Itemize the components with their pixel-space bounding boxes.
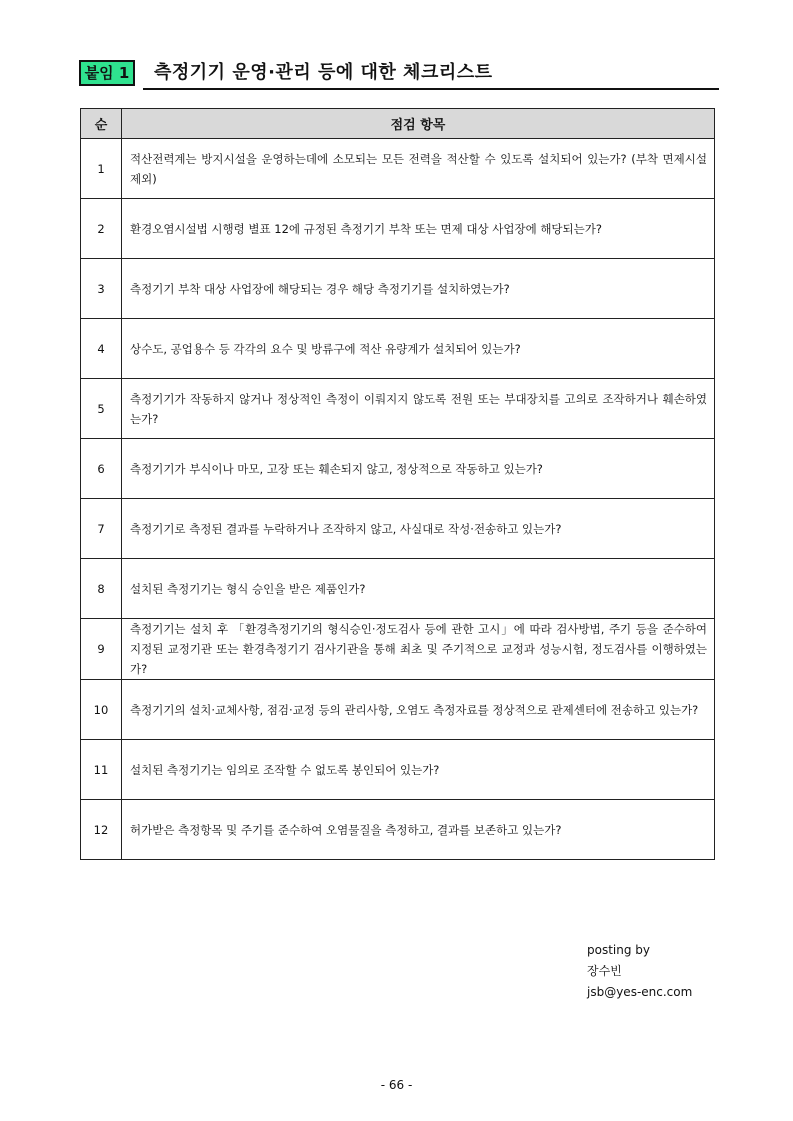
checklist-table	[80, 108, 715, 860]
row-number: 2	[81, 199, 122, 259]
table-row	[81, 740, 715, 800]
row-number: 6	[81, 439, 122, 499]
row-number: 12	[81, 800, 122, 860]
row-number: 11	[81, 740, 122, 800]
document-title: 측정기기 운영·관리 등에 대한 체크리스트	[154, 62, 493, 83]
row-item-text: 허가받은 측정항목 및 주기를 준수하여 오염물질을 측정하고, 결과를 보존하고 있는가?	[122, 800, 715, 860]
row-item-text: 상수도, 공업용수 등 각각의 요수 및 방류구에 적산 유량계가 설치되어 있는가?	[122, 319, 715, 379]
row-number: 10	[81, 680, 122, 740]
row-item-text: 측정기기의 설치·교체사항, 점검·교정 등의 관리사항, 오염도 측정자료를 정상적으로 관제센터에 전송하고 있는가?	[122, 680, 715, 740]
row-item-text: 측정기기는 설치 후 「환경측정기기의 형식승인·정도검사 등에 관한 고시」에 따라 검사방법, 주기 등을 준수하여 지정된 교정기관 또는 환경측정기기 검사기관을 통해 최초 및 주기적으로 교정과 성능시험, 정도검사를 이행하였는가?	[122, 619, 715, 680]
author-email: jsb@yes-enc.com	[587, 985, 693, 999]
row-item-text: 설치된 측정기기는 형식 승인을 받은 제품인가?	[122, 559, 715, 619]
row-number: 1	[81, 139, 122, 199]
row-item-text: 측정기기로 측정된 결과를 누락하거나 조작하지 않고, 사실대로 작성·전송하고 있는가?	[122, 499, 715, 559]
table-row	[81, 379, 715, 439]
row-item-text: 측정기기가 작동하지 않거나 정상적인 측정이 이뤄지지 않도록 전원 또는 부대장치를 고의로 조작하거나 훼손하였는가?	[122, 379, 715, 439]
table-row	[81, 499, 715, 559]
table-row	[81, 800, 715, 860]
column-header-number: 순	[81, 109, 122, 139]
table-row	[81, 139, 715, 199]
table-row	[81, 439, 715, 499]
table-row	[81, 259, 715, 319]
row-item-text: 환경오염시설법 시행령 별표 12에 규정된 측정기기 부착 또는 면제 대상 사업장에 해당되는가?	[122, 199, 715, 259]
row-number: 5	[81, 379, 122, 439]
posting-signature	[587, 940, 692, 1003]
table-row	[81, 199, 715, 259]
row-item-text: 측정기기가 부식이나 마모, 고장 또는 훼손되지 않고, 정상적으로 작동하고 있는가?	[122, 439, 715, 499]
row-number: 4	[81, 319, 122, 379]
document-title-row	[79, 60, 719, 90]
attachment-tag: 붙임 1	[79, 60, 135, 86]
column-header-item: 점검 항목	[122, 109, 715, 139]
posting-by-label: posting by	[587, 943, 651, 957]
row-item-text: 설치된 측정기기는 임의로 조작할 수 없도록 봉인되어 있는가?	[122, 740, 715, 800]
row-number: 7	[81, 499, 122, 559]
row-item-text: 측정기기 부착 대상 사업장에 해당되는 경우 해당 측정기기를 설치하였는가?	[122, 259, 715, 319]
title-underline	[143, 88, 719, 90]
table-row	[81, 559, 715, 619]
row-number: 3	[81, 259, 122, 319]
row-number: 9	[81, 619, 122, 680]
page-number: - 66 -	[380, 1078, 413, 1092]
author-name: 장수빈	[587, 964, 622, 978]
table-row	[81, 319, 715, 379]
row-item-text: 적산전력계는 방지시설을 운영하는데에 소모되는 모든 전력을 적산할 수 있도록 설치되어 있는가? (부착 면제시설 제외)	[122, 139, 715, 199]
table-row	[81, 619, 715, 680]
row-number: 8	[81, 559, 122, 619]
table-row	[81, 680, 715, 740]
table-header-row	[81, 109, 715, 139]
